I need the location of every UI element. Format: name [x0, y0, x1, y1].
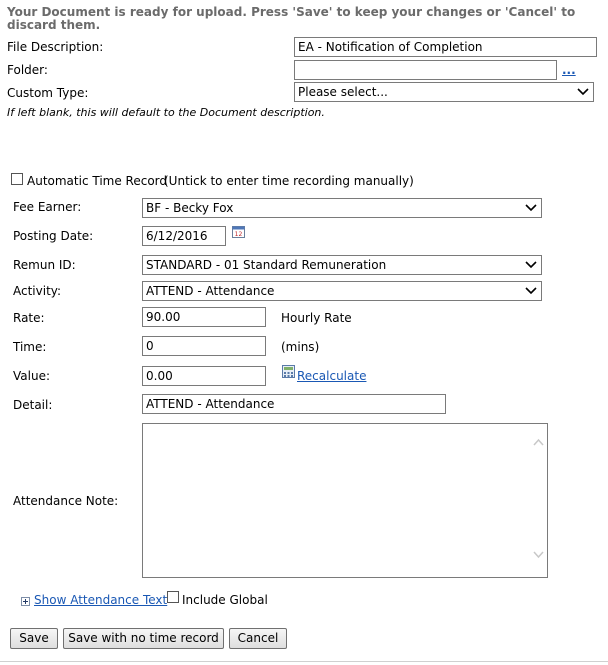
automatic-time-record-label: Automatic Time Record: [27, 174, 167, 188]
recalculate-link[interactable]: Recalculate: [297, 369, 367, 383]
activity-selected-value: ATTEND - Attendance: [146, 284, 275, 298]
value-input[interactable]: 0.00: [142, 366, 266, 386]
file-description-label: File Description:: [7, 40, 104, 54]
attendance-note-label: Attendance Note:: [13, 494, 119, 508]
save-button[interactable]: Save: [10, 628, 58, 649]
custom-type-select[interactable]: [294, 82, 594, 102]
include-global-label: Include Global: [182, 593, 268, 607]
posting-date-input[interactable]: 6/12/2016: [142, 226, 226, 246]
bottom-divider: [0, 661, 608, 662]
remun-id-selected-value: STANDARD - 01 Standard Remuneration: [146, 258, 387, 272]
scroll-down-icon[interactable]: [533, 551, 544, 559]
custom-type-selected-value: Please select...: [298, 85, 388, 99]
folder-label: Folder:: [7, 63, 48, 77]
posting-date-label: Posting Date:: [13, 229, 94, 243]
file-description-input[interactable]: EA - Notification of Completion: [294, 37, 597, 57]
chevron-down-icon: [525, 203, 537, 213]
calendar-icon-day: 12: [234, 231, 243, 238]
detail-input[interactable]: ATTEND - Attendance: [142, 394, 446, 414]
custom-type-hint: If left blank, this will default to the Document description.: [7, 106, 325, 119]
hourly-rate-label: Hourly Rate: [281, 311, 352, 325]
show-attendance-text-link[interactable]: Show Attendance Text: [34, 593, 168, 607]
activity-label: Activity:: [13, 284, 62, 298]
remun-id-label: Remun ID:: [13, 258, 76, 272]
fee-earner-selected-value: BF - Becky Fox: [146, 201, 234, 215]
automatic-time-record-checkbox[interactable]: [11, 173, 23, 185]
save-no-time-record-button[interactable]: Save with no time record: [63, 628, 224, 649]
activity-select[interactable]: [142, 281, 542, 301]
chevron-down-icon: [577, 87, 589, 97]
expand-icon[interactable]: [21, 595, 30, 604]
upload-ready-message: Your Document is ready for upload. Press 'Save' to keep your changes or 'Cancel' to discard them.: [7, 5, 576, 32]
calendar-icon[interactable]: [232, 225, 245, 238]
rate-input[interactable]: 90.00: [142, 307, 266, 327]
rate-label: Rate:: [13, 311, 45, 325]
chevron-down-icon: [525, 286, 537, 296]
folder-input[interactable]: [294, 60, 557, 80]
time-label: Time:: [13, 340, 47, 354]
calculator-icon[interactable]: [282, 365, 295, 378]
include-global-checkbox[interactable]: [167, 591, 179, 603]
fee-earner-label: Fee Earner:: [13, 200, 82, 214]
scroll-up-icon[interactable]: [533, 438, 544, 446]
time-input[interactable]: 0: [142, 336, 266, 356]
attendance-note-scrollbar[interactable]: [530, 424, 547, 577]
cancel-button[interactable]: Cancel: [229, 628, 287, 649]
remun-id-select[interactable]: [142, 255, 542, 275]
custom-type-label: Custom Type:: [7, 86, 89, 100]
value-label: Value:: [13, 369, 50, 383]
chevron-down-icon: [525, 260, 537, 270]
fee-earner-select[interactable]: [142, 198, 542, 218]
time-unit-label: (mins): [281, 340, 320, 354]
folder-browse-link[interactable]: ...: [562, 63, 576, 77]
detail-label: Detail:: [13, 398, 53, 412]
attendance-note-textarea[interactable]: [142, 423, 548, 578]
automatic-time-record-note: (Untick to enter time recording manually): [164, 174, 414, 188]
